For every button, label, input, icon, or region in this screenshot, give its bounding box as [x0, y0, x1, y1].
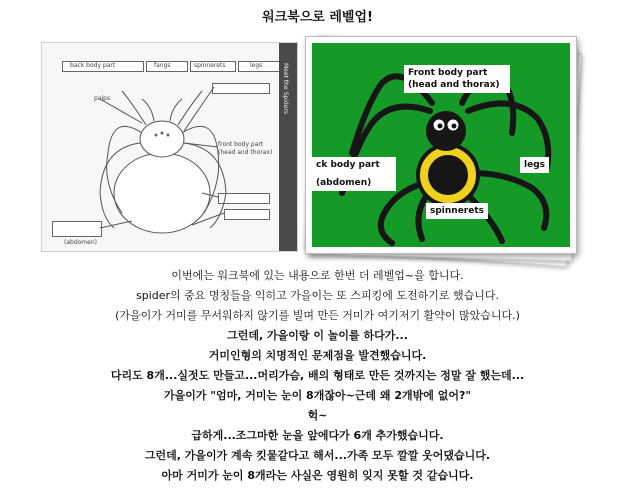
body-line: 헉~ [307, 409, 328, 422]
body-line: 거미인형의 치명적인 문제점을 발견했습니다. [208, 349, 427, 362]
tag-back-body [312, 157, 396, 191]
body-line: (가을이가 거미를 무서워하지 않기를 빌며 만든 거미가 여기저기 활약이 많았습니다.) [115, 309, 520, 322]
worksheet-label-front: front body part [218, 141, 264, 148]
worksheet-label-fangs: fangs [154, 62, 171, 69]
worksheet-label-palps: palps [94, 95, 111, 102]
spider-diagram [42, 43, 297, 251]
felt-background [312, 43, 570, 247]
body-line: 그런데, 가을이가 계속 킷뭍같다고 해서...가족 모두 깔깔 웃어댔습니다. [144, 449, 491, 462]
spider-craft-photo [305, 36, 577, 254]
post-body [0, 266, 635, 486]
post-title: 워크북으로 레벨업! [262, 10, 373, 25]
tag-spinnerets: spinnerets [426, 203, 488, 219]
worksheet-side-tab [279, 43, 297, 251]
tag-front-line2: (head and thorax) [408, 80, 500, 90]
body-line: 이번에는 워크북에 있는 내용으로 한번 더 레벨업~을 합니다. [171, 269, 464, 282]
worksheet-label-spinnerets: spinnerets [194, 62, 226, 69]
tag-front-line1: Front body part [408, 68, 488, 78]
body-line: 가을이가 "엄마, 거미는 눈이 8개잖아~근데 왜 2개밖에 없어?" [163, 389, 472, 402]
body-line: 아마 거미가 눈이 8개라는 사실은 영원히 잊지 못할 것 같습니다. [161, 469, 474, 482]
body-line: 급하게...조그마한 눈을 앞에다가 6개 추가했습니다. [191, 429, 444, 442]
body-line: 다리도 8개...실젓도 만들고...머리가슴, 배의 형태로 만든 것까지는 정말 잘 했는데... [110, 369, 525, 382]
tag-front-body [404, 65, 510, 93]
worksheet-label-legs: legs [250, 62, 263, 69]
worksheet-label-front-sub: (head and thorax) [218, 149, 273, 156]
body-line: 그런데, 가을이랑 이 놀이를 하다가... [227, 329, 408, 342]
worksheet-label-back: back body part [70, 62, 116, 69]
tag-back-line1: ck body part [316, 160, 380, 170]
side-tab-label: Meet the Spiders [282, 63, 289, 114]
worksheet-image [41, 42, 298, 252]
tag-legs: legs [520, 157, 549, 173]
worksheet-label-abdomen: (abdomen) [64, 239, 97, 246]
tag-back-line2: (abdomen) [316, 178, 372, 188]
body-line: spider의 중요 명칭들을 익히고 가을이는 또 스피킹에 도전하기로 했습니다. [135, 289, 500, 302]
